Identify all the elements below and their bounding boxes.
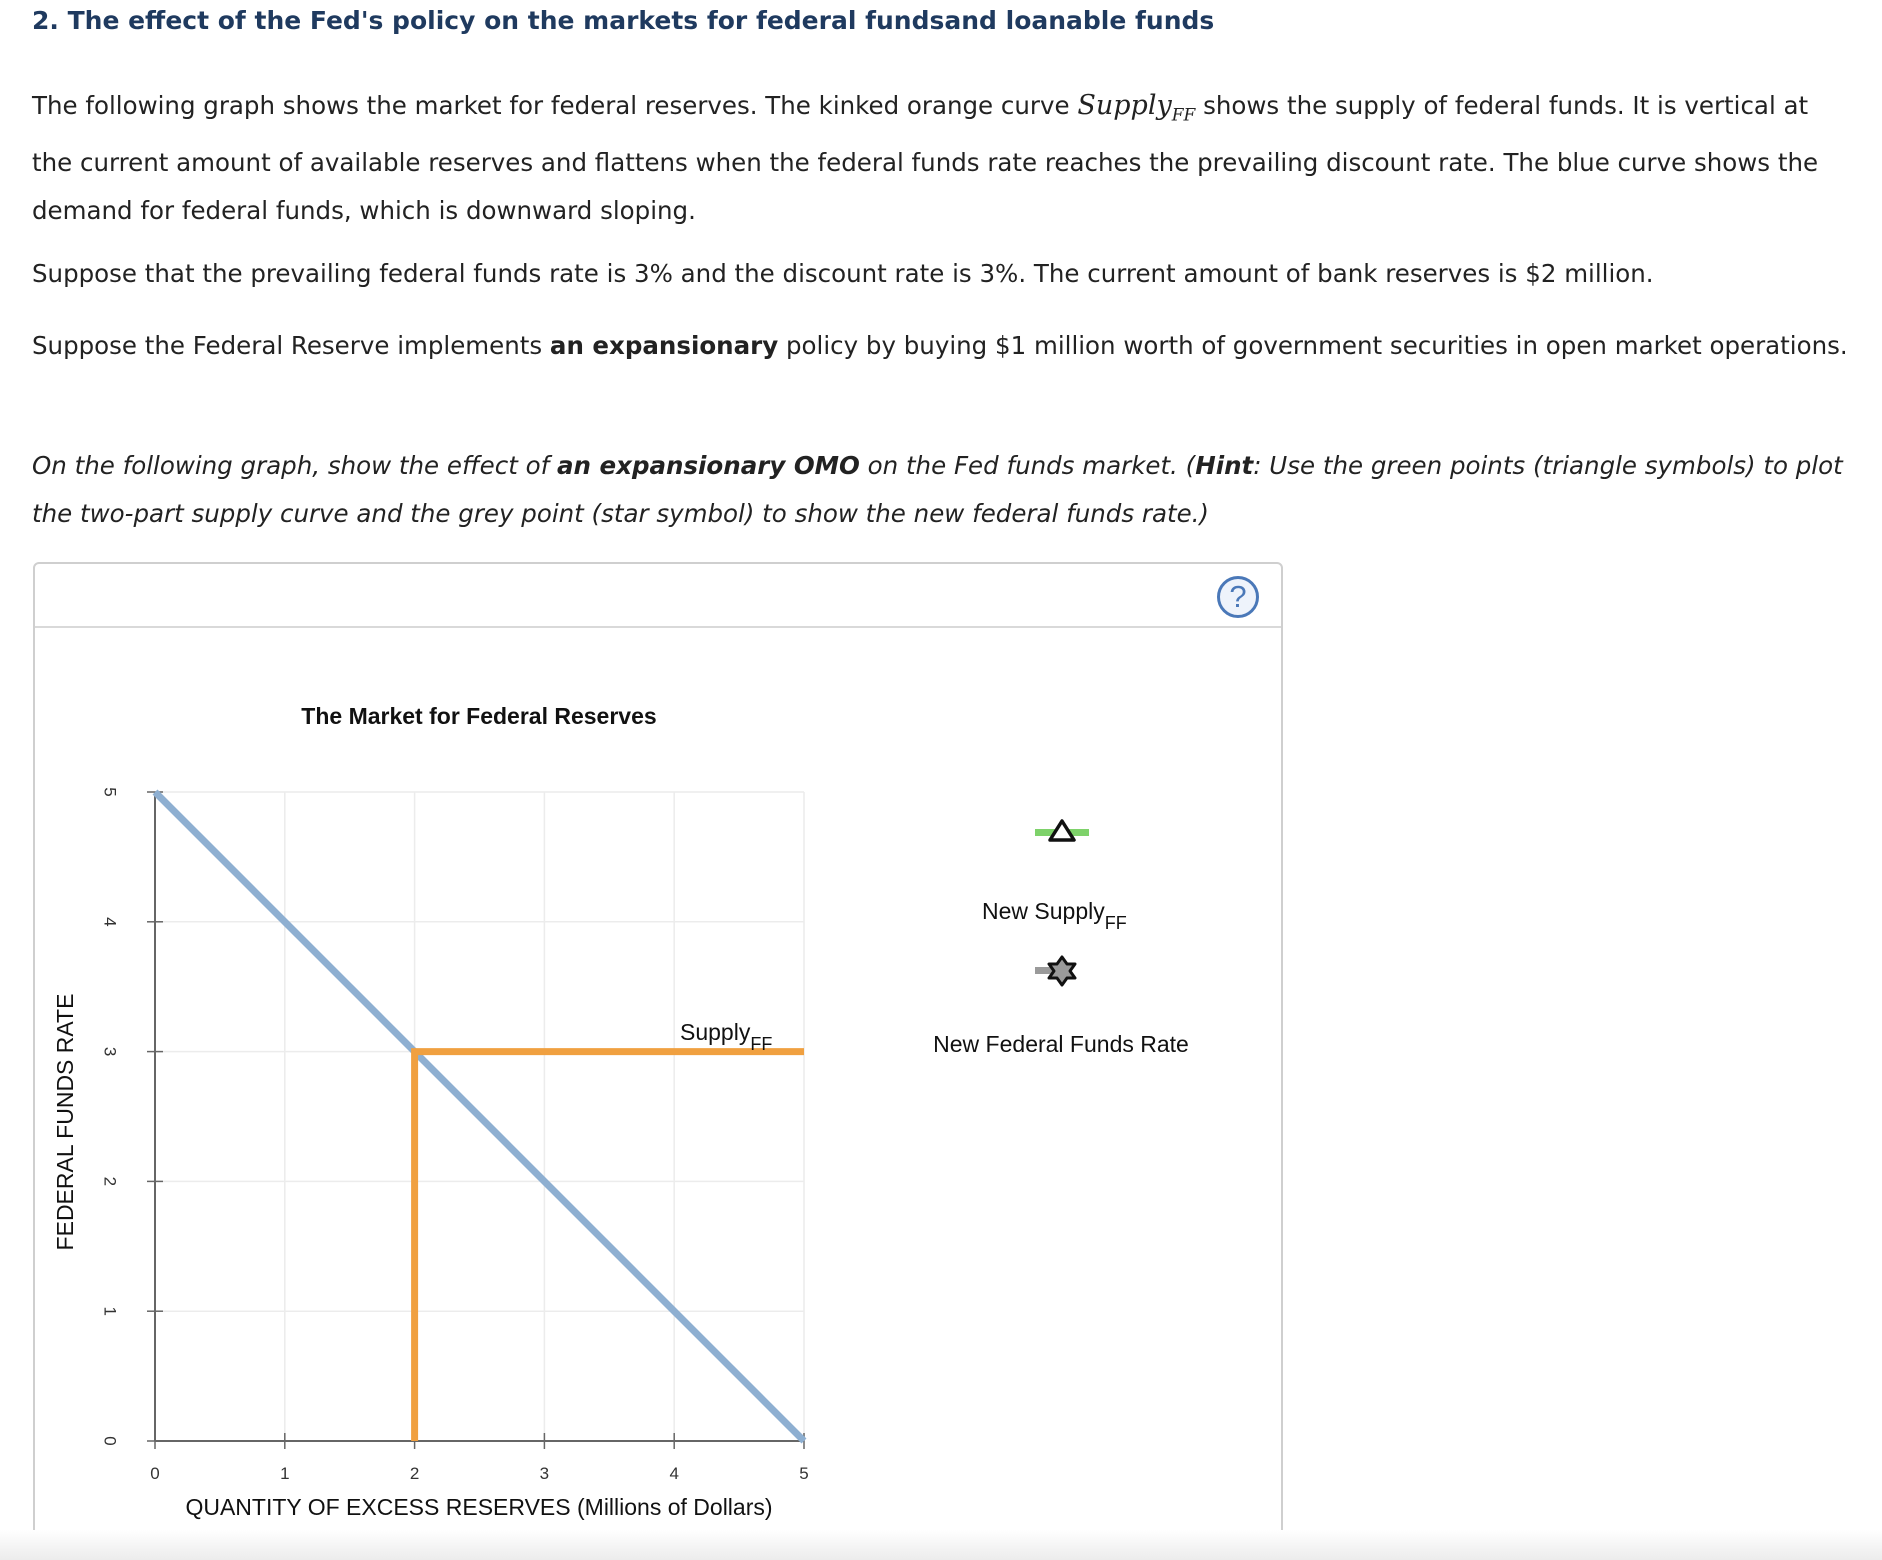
policy-paragraph: Suppose the Federal Reserve implements an expansionary policy by buying $1 million worth of government securities in open market operations.: [32, 331, 1848, 360]
instruction-paragraph: On the following graph, show the effect of an expansionary OMO on the Fed funds market. (Hint: Use the green points (triangle symbols) to plot the two-part supply curve and the grey point (star symbol) to show the new federal funds rate.): [32, 451, 1843, 528]
hint-label: Hint: [1195, 451, 1254, 480]
chart-series: [155, 792, 804, 1441]
y-tick-label: 5: [100, 787, 120, 797]
new-supply-legend-label: New Supply$_{FF}$: [982, 898, 1127, 933]
y-axis-label: FEDERAL FUNDS RATE: [52, 993, 78, 1251]
rates-paragraph: Suppose that the prevailing federal funds rate is 3% and the discount rate is 3%. The current amount of bank reserves is $2 million.: [32, 259, 1654, 288]
chart-ticks: [101, 787, 809, 1483]
new-supply-tool[interactable]: [1035, 821, 1089, 840]
page-bottom-shade: [0, 1530, 1882, 1560]
intro-text-a: The following graph shows the market for federal reserves. The kinked orange curve: [32, 91, 1078, 120]
intro-text-b: shows the supply of federal funds. It is vertical at the current amount of available reserves and flattens when the federal funds rate reaches the prevailing discount rate. The blue curve shows the demand for federal funds, which is downward sloping.: [32, 91, 1819, 226]
question-title: 2. The effect of the Fed's policy on the markets for federal fundsand loanable funds: [32, 6, 1215, 35]
new-rate-legend-label: New Federal Funds Rate: [933, 1031, 1189, 1057]
x-tick-label: 2: [409, 1464, 420, 1483]
chart-title: The Market for Federal Reserves: [301, 703, 657, 729]
policy-type: an expansionary: [549, 331, 779, 360]
y-tick-label: 2: [100, 1176, 120, 1187]
x-tick-label: 3: [539, 1464, 550, 1483]
star-icon[interactable]: [1049, 957, 1075, 985]
x-tick-label: 0: [150, 1464, 160, 1483]
help-button[interactable]: ?: [1217, 576, 1259, 618]
supply-curve-label: Supply$_{FF}$: [680, 1019, 773, 1054]
x-axis-label: QUANTITY OF EXCESS RESERVES (Millions of Dollars): [185, 1494, 773, 1520]
x-tick-label: 1: [280, 1464, 290, 1483]
y-tick-label: 0: [100, 1436, 120, 1446]
demand-curve: [155, 792, 804, 1441]
new-rate-tool[interactable]: [1035, 957, 1075, 985]
x-tick-label: 4: [669, 1464, 679, 1483]
y-tick-label: 3: [100, 1046, 120, 1057]
supply-ff-symbol: Supply$_{FF}$: [1077, 90, 1196, 126]
y-tick-label: 4: [100, 917, 120, 927]
x-tick-label: 5: [799, 1464, 809, 1483]
y-tick-label: 1: [100, 1306, 120, 1316]
